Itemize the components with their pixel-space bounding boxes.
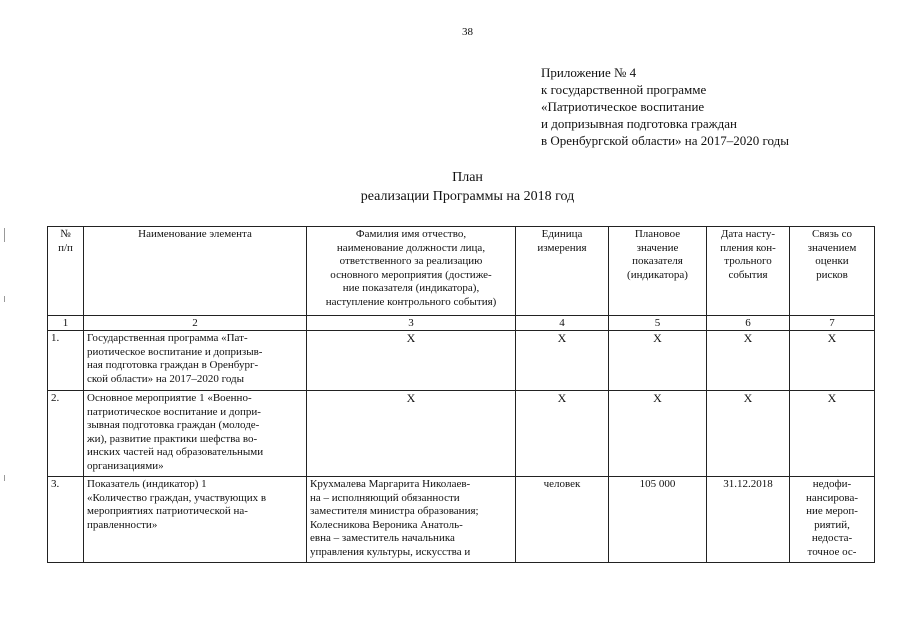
- column-number-row: [48, 316, 875, 331]
- column-number: 7: [790, 316, 875, 331]
- column-number: 2: [84, 316, 307, 331]
- row-planned: X: [609, 391, 707, 477]
- row-element: Основное мероприятие 1 «Военно- патриотическое воспитание и допри- зывная подготовка граждан (молоде- жи), развитие практики шефства во- инских частей над образовательными организациями»: [84, 391, 307, 477]
- header-planned-value: Плановое значение показателя (индикатора): [609, 227, 707, 316]
- header-event-date: Дата насту- пления кон- трольного события: [707, 227, 790, 316]
- header-risk-link: Связь со значением оценки рисков: [790, 227, 875, 316]
- plan-subtitle-line: реализации Программы на 2018 год: [360, 189, 575, 204]
- row-date: 31.12.2018: [707, 477, 790, 563]
- column-number: 6: [707, 316, 790, 331]
- column-number: 5: [609, 316, 707, 331]
- table-row: [48, 331, 875, 391]
- row-unit: человек: [516, 477, 609, 563]
- row-planned: X: [609, 331, 707, 391]
- row-risk: X: [790, 331, 875, 391]
- row-element: Показатель (индикатор) 1 «Количество граждан, участвующих в мероприятиях патриотической на- правленности»: [84, 477, 307, 563]
- appendix-line: в Оренбургской области» на 2017–2020 годы: [541, 133, 790, 148]
- row-risk: X: [790, 391, 875, 477]
- column-number: 4: [516, 316, 609, 331]
- header-unit: Единица измерения: [516, 227, 609, 316]
- plan-title-line: План: [452, 170, 483, 185]
- appendix-line: «Патриотическое воспитание: [541, 99, 705, 114]
- scan-margin-mark: [4, 296, 5, 302]
- row-date: X: [707, 391, 790, 477]
- appendix-note: [541, 64, 789, 149]
- row-num: 2.: [48, 391, 84, 477]
- header-element: Наименование элемента: [84, 227, 307, 316]
- row-date: X: [707, 331, 790, 391]
- appendix-line: к государственной программе: [541, 82, 707, 97]
- row-unit: X: [516, 391, 609, 477]
- scan-margin-mark: [4, 475, 5, 481]
- column-number: 1: [48, 316, 84, 331]
- table-row: [48, 391, 875, 477]
- row-risk: недофи- нансирова- ние мероп- риятий, недоста- точное ос-: [790, 477, 875, 563]
- row-element: Государственная программа «Пат- риотическое воспитание и допризыв- ная подготовка граждан в Оренбург- ской области» на 2017–2020 годы: [84, 331, 307, 391]
- column-number: 3: [307, 316, 516, 331]
- row-responsible: Крухмалева Маргарита Николаев- на – исполняющий обязанности заместителя министра образования; Колесникова Вероника Анатоль- евна – заместитель начальника управления культуры, искусства и: [307, 477, 516, 563]
- plan-table: [47, 226, 875, 563]
- header-responsible: Фамилия имя отчество, наименование должности лица, ответственного за реализацию основного мероприятия (достиже- ние показателя (индикатора), наступление контрольного события): [307, 227, 516, 316]
- appendix-line: и допризывная подготовка граждан: [541, 116, 737, 131]
- row-num: 3.: [48, 477, 84, 563]
- row-responsible: X: [307, 331, 516, 391]
- header-num: № п/п: [48, 227, 84, 316]
- page-number: 38: [462, 26, 473, 38]
- row-planned: 105 000: [609, 477, 707, 563]
- row-num: 1.: [48, 331, 84, 391]
- appendix-line: Приложение № 4: [541, 65, 637, 80]
- table-row: [48, 477, 875, 563]
- table-header-row: [48, 227, 875, 316]
- scan-margin-mark: [4, 228, 5, 242]
- plan-title: [0, 168, 905, 206]
- row-responsible: X: [307, 391, 516, 477]
- row-unit: X: [516, 331, 609, 391]
